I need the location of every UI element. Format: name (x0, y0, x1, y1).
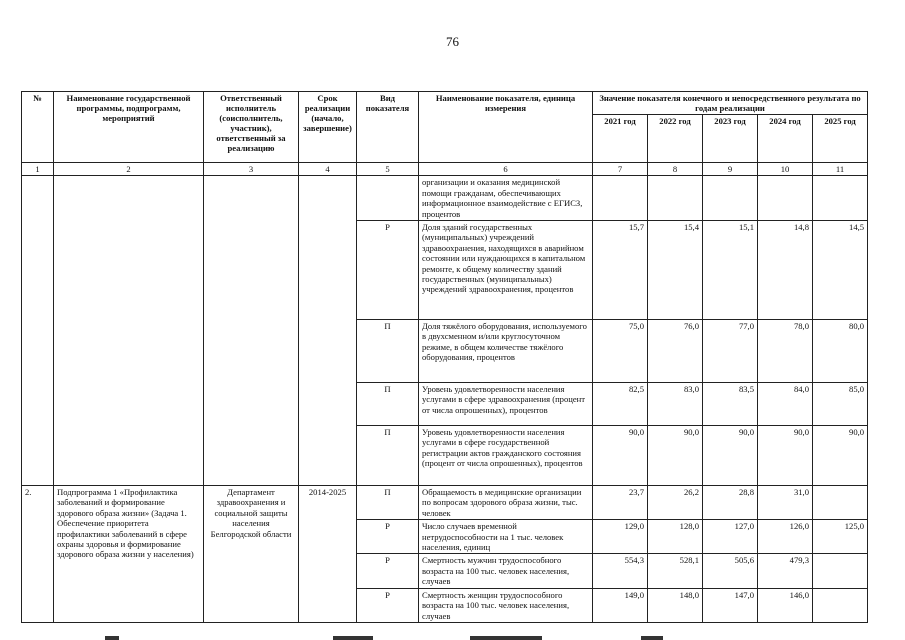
value-cell: 82,5 (593, 383, 648, 426)
value-cell: 127,0 (703, 520, 758, 554)
column-number: 8 (648, 163, 703, 176)
indicator-name: Уровень удовлетворенности населения услугами в сфере здравоохранения (процент от числа опрошенных), процентов (419, 383, 593, 426)
value-cell (813, 176, 868, 221)
value-cell: 23,7 (593, 486, 648, 520)
value-cell: 83,5 (703, 383, 758, 426)
value-cell: 90,0 (813, 426, 868, 486)
header-executor: Ответственный исполнитель (соисполнитель, участник), ответственный за реализацию (204, 92, 299, 163)
executor-cell (204, 176, 299, 486)
indicator-name: Обращаемость в медицинские организации по вопросам здорового образа жизни, тыс. человек (419, 486, 593, 520)
value-cell: 554,3 (593, 554, 648, 588)
value-cell: 148,0 (648, 588, 703, 622)
indicator-name: Доля тяжёлого оборудования, используемого в двухсменном и/или круглосуточном режиме, в общем количестве тяжёлого оборудования, процентов (419, 320, 593, 383)
indicator-type: П (357, 426, 419, 486)
indicator-name: Число случаев временной нетрудоспособности на 1 тыс. человек населения, единиц (419, 520, 593, 554)
scan-mark (105, 636, 119, 640)
value-cell: 125,0 (813, 520, 868, 554)
column-number: 5 (357, 163, 419, 176)
value-cell: 28,8 (703, 486, 758, 520)
value-cell: 146,0 (758, 588, 813, 622)
value-cell: 15,7 (593, 221, 648, 320)
column-number: 9 (703, 163, 758, 176)
header-values-group: Значение показателя конечного и непосредственного результата по годам реализации (593, 92, 868, 115)
header-year: 2022 год (648, 115, 703, 163)
value-cell: 85,0 (813, 383, 868, 426)
value-cell: 76,0 (648, 320, 703, 383)
header-year: 2025 год (813, 115, 868, 163)
indicator-name: Уровень удовлетворенности населения услугами в сфере государственной регистрации актов гражданского состояния (процент от числа опрошенных), процентов (419, 426, 593, 486)
scan-mark (333, 636, 373, 640)
value-cell (648, 176, 703, 221)
value-cell: 78,0 (758, 320, 813, 383)
header-indicator-name: Наименование показателя, единица измерения (419, 92, 593, 163)
scan-mark (641, 636, 663, 640)
value-cell: 84,0 (758, 383, 813, 426)
header-year: 2023 год (703, 115, 758, 163)
value-cell: 14,8 (758, 221, 813, 320)
header-indicator-type: Вид показателя (357, 92, 419, 163)
header-year: 2024 год (758, 115, 813, 163)
column-number: 6 (419, 163, 593, 176)
column-number: 2 (54, 163, 204, 176)
value-cell (813, 554, 868, 588)
value-cell: 14,5 (813, 221, 868, 320)
value-cell: 147,0 (703, 588, 758, 622)
implementation-term: 2014-2025 (299, 486, 357, 623)
value-cell (758, 176, 813, 221)
column-number: 4 (299, 163, 357, 176)
value-cell: 90,0 (703, 426, 758, 486)
subprogram-name: Подпрограмма 1 «Профилактика заболеваний и формирование здорового образа жизни» (Задача 1. Обеспечение приоритета профилактики заболеваний в сфере охраны здоровья и формирование здорового образа жизни у населения) (54, 486, 204, 623)
row-number: 2. (22, 486, 54, 623)
indicator-type: П (357, 486, 419, 520)
term-cell (299, 176, 357, 486)
scan-mark (470, 636, 542, 640)
num-cell (22, 176, 54, 486)
column-number: 3 (204, 163, 299, 176)
program-indicators-table (21, 91, 868, 623)
column-number: 7 (593, 163, 648, 176)
value-cell (813, 588, 868, 622)
value-cell: 83,0 (648, 383, 703, 426)
value-cell: 90,0 (593, 426, 648, 486)
column-number: 1 (22, 163, 54, 176)
page-number: 76 (446, 34, 459, 49)
indicator-type: Р (357, 588, 419, 622)
value-cell (593, 176, 648, 221)
value-cell: 528,1 (648, 554, 703, 588)
value-cell: 505,6 (703, 554, 758, 588)
indicator-type: Р (357, 520, 419, 554)
value-cell: 26,2 (648, 486, 703, 520)
responsible-executor: Департамент здравоохранения и социальной защиты населения Белгородской области (204, 486, 299, 623)
indicator-type: П (357, 383, 419, 426)
value-cell: 126,0 (758, 520, 813, 554)
header-term: Срок реализации (начало, завершение) (299, 92, 357, 163)
value-cell: 75,0 (593, 320, 648, 383)
indicator-name: Смертность мужчин трудоспособного возраста на 100 тыс. человек населения, случаев (419, 554, 593, 588)
indicator-type: Р (357, 554, 419, 588)
value-cell (703, 176, 758, 221)
value-cell: 479,3 (758, 554, 813, 588)
indicator-type (357, 176, 419, 221)
value-cell: 80,0 (813, 320, 868, 383)
value-cell: 77,0 (703, 320, 758, 383)
value-cell: 31,0 (758, 486, 813, 520)
header-num: № (22, 92, 54, 163)
header-year: 2021 год (593, 115, 648, 163)
value-cell: 90,0 (758, 426, 813, 486)
value-cell (813, 486, 868, 520)
indicator-name: Доля зданий государственных (муниципальных) учреждений здравоохранения, находящихся в аварийном состоянии или нуждающихся в капитальном ремонте, к общему количеству зданий государственных (муниципальных) учреждений здравоохранения, процентов (419, 221, 593, 320)
value-cell: 15,1 (703, 221, 758, 320)
indicator-name: организации и оказания медицинской помощи гражданам, обеспечивающих информационное взаимодействие с ЕГИСЗ, процентов (419, 176, 593, 221)
value-cell: 15,4 (648, 221, 703, 320)
column-number: 10 (758, 163, 813, 176)
indicator-name: Смертность женщин трудоспособного возраста на 100 тыс. человек населения, случаев (419, 588, 593, 622)
column-number: 11 (813, 163, 868, 176)
value-cell: 90,0 (648, 426, 703, 486)
value-cell: 128,0 (648, 520, 703, 554)
program-cell (54, 176, 204, 486)
header-program: Наименование государственной программы, подпрограмм, мероприятий (54, 92, 204, 163)
indicator-type: П (357, 320, 419, 383)
value-cell: 149,0 (593, 588, 648, 622)
value-cell: 129,0 (593, 520, 648, 554)
indicator-type: Р (357, 221, 419, 320)
